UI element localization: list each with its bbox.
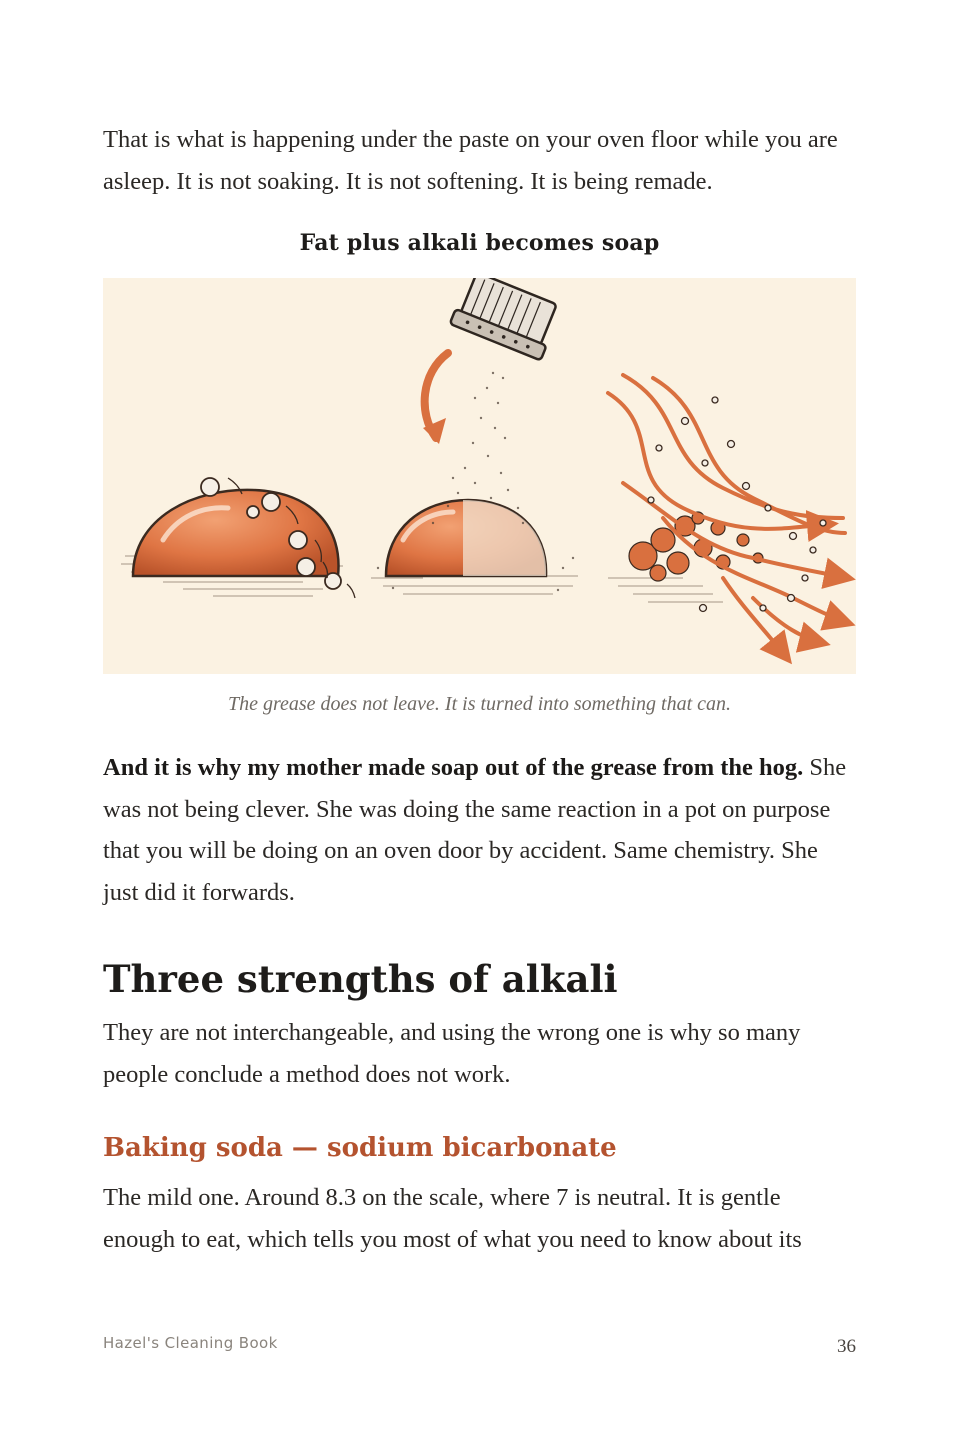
mother-paragraph-lead: And it is why my mother made soap out of the grease from the hog. (103, 754, 804, 781)
mother-paragraph (103, 747, 856, 913)
grease-blob-icon (121, 478, 355, 598)
soap-figure (103, 278, 856, 674)
salt-shaker-icon (371, 278, 578, 594)
subsection-heading: Baking soda — sodium bicarbonate (103, 1133, 617, 1163)
section-intro: They are not interchangeable, and using the wrong one is why so many people conclude a method does not work. (103, 1019, 801, 1088)
figure-caption: The grease does not leave. It is turned into something that can. (227, 693, 732, 715)
section-heading: Three strengths of alkali (103, 957, 618, 1001)
mother-paragraph-rest: She was not being clever. She was doing the same reaction in a pot on purpose that you will be doing on an oven door by accident. Same chemistry. She just did it forwards. (103, 754, 847, 906)
dissolving-grease-icon (608, 375, 848, 658)
page-number: 36 (837, 1336, 856, 1357)
baking-soda-paragraph: The mild one. Around 8.3 on the scale, where 7 is neutral. It is gentle enough to eat, which tells you most of what you need to know about its (103, 1184, 802, 1253)
footer-book-title: Hazel's Cleaning Book (103, 1334, 278, 1352)
intro-paragraph: That is what is happening under the paste on your oven floor while you are asleep. It is not soaking. It is not softening. It is being remade. (103, 126, 838, 195)
figure-title: Fat plus alkali becomes soap (299, 230, 660, 256)
